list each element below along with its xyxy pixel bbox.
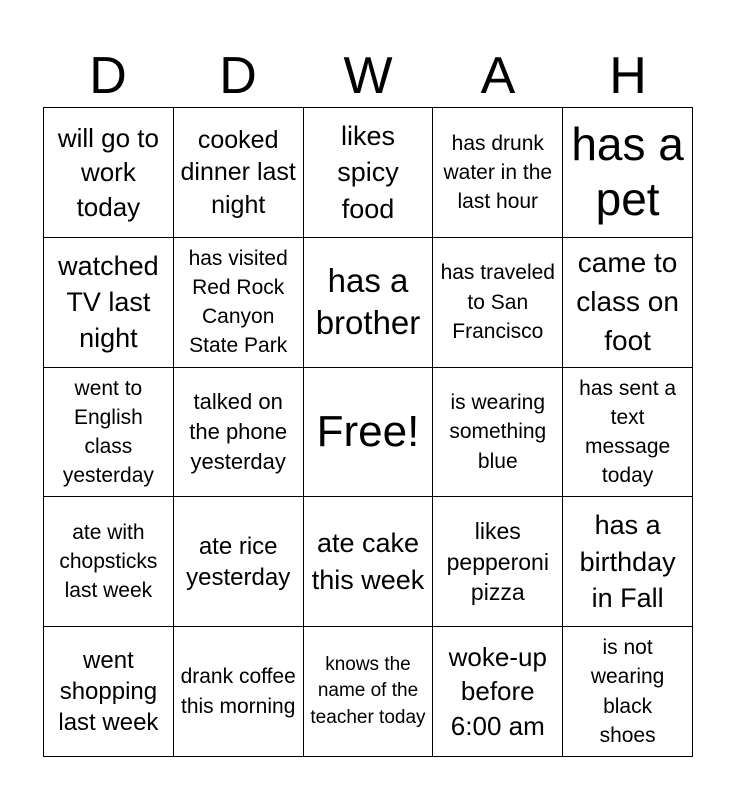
bingo-cell[interactable]: [433, 497, 563, 627]
header-letter: D: [89, 47, 127, 105]
bingo-cell[interactable]: [433, 238, 563, 368]
bingo-cell[interactable]: [304, 627, 434, 757]
bingo-cell[interactable]: [433, 627, 563, 757]
cell-text: has sent a text message today: [579, 376, 677, 488]
bingo-cell[interactable]: [304, 238, 434, 368]
bingo-cell[interactable]: [174, 368, 304, 498]
bingo-cell[interactable]: [44, 497, 174, 627]
bingo-cell[interactable]: [174, 108, 304, 238]
cell-text: is not wearing black shoes: [590, 636, 665, 747]
bingo-cell[interactable]: [174, 238, 304, 368]
bingo-cell[interactable]: [44, 238, 174, 368]
cell-text: went shopping last week: [58, 646, 159, 737]
header-letter: H: [609, 47, 647, 105]
bingo-cell[interactable]: [433, 108, 563, 238]
bingo-header: [43, 44, 693, 108]
bingo-cell[interactable]: [44, 627, 174, 757]
bingo-cell[interactable]: [174, 497, 304, 627]
bingo-board: [43, 107, 693, 757]
cell-text: has traveled to San Francisco: [440, 261, 555, 343]
cell-text: woke-up before 6:00 am: [448, 641, 547, 741]
cell-text: likes spicy food: [337, 120, 399, 224]
cell-text: drank coffee this morning: [180, 665, 296, 718]
cell-text: talked on the phone yesterday: [189, 389, 288, 474]
cell-text: will go to work today: [57, 122, 159, 222]
cell-text: has a birthday in Fall: [579, 510, 676, 613]
cell-text: went to English class yesterday: [62, 376, 154, 488]
bingo-cell[interactable]: [304, 108, 434, 238]
bingo-cell[interactable]: [433, 368, 563, 498]
bingo-cell[interactable]: [174, 627, 304, 757]
cell-text: has a pet: [571, 118, 684, 226]
cell-text: has visited Red Rock Canyon State Park: [188, 246, 288, 358]
cell-text: has a brother: [315, 262, 421, 342]
bingo-cell[interactable]: [44, 368, 174, 498]
cell-text: Free!: [316, 407, 420, 457]
header-letter: D: [219, 47, 257, 105]
cell-text: knows the name of the teacher today: [310, 653, 426, 728]
bingo-cell[interactable]: [563, 368, 693, 498]
cell-text: cooked dinner last night: [180, 125, 296, 219]
bingo-cell[interactable]: [563, 108, 693, 238]
cell-text: ate rice yesterday: [186, 532, 291, 591]
bingo-cell[interactable]: [304, 368, 434, 498]
bingo-cell[interactable]: [304, 497, 434, 627]
bingo-cell[interactable]: [563, 497, 693, 627]
cell-text: ate cake this week: [311, 528, 425, 595]
cell-text: ate with chopsticks last week: [59, 521, 158, 603]
bingo-cell[interactable]: [44, 108, 174, 238]
cell-text: is wearing something blue: [449, 391, 547, 473]
cell-text: likes pepperoni pizza: [446, 517, 549, 606]
cell-text: came to class on foot: [576, 247, 679, 356]
header-letter: A: [480, 47, 516, 105]
bingo-cell[interactable]: [563, 238, 693, 368]
cell-text: has drunk water in the last hour: [443, 131, 553, 213]
cell-text: watched TV last night: [58, 250, 159, 354]
bingo-cell[interactable]: [563, 627, 693, 757]
header-letter: W: [343, 47, 393, 105]
